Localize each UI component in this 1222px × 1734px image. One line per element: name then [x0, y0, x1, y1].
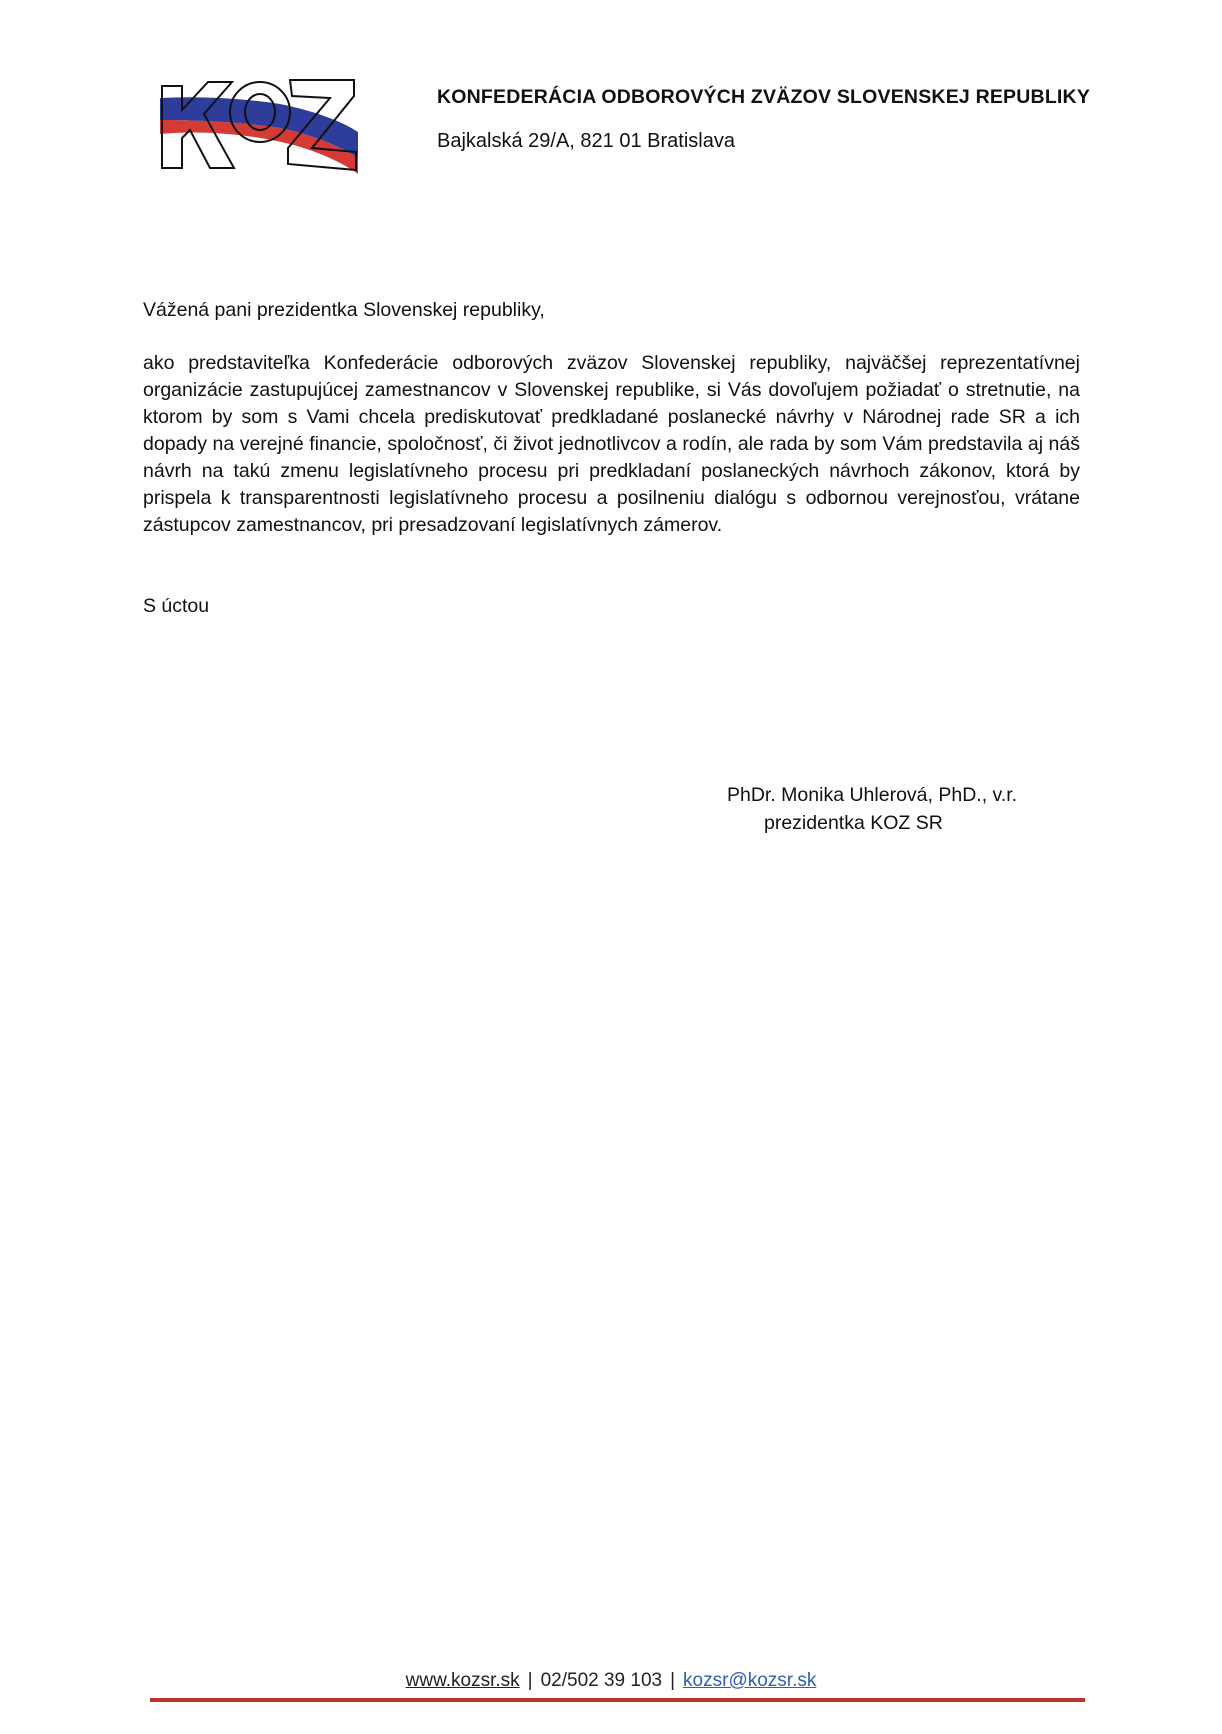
closing: S úctou [143, 595, 210, 617]
signatory-name: PhDr. Monika Uhlerová, PhD., v.r. [727, 784, 1018, 806]
koz-logo [160, 72, 360, 182]
salutation: Vážená pani prezidentka Slovenskej republiky, [143, 299, 545, 321]
footer-contact [0, 1670, 1222, 1692]
email-link[interactable]: kozsr@kozsr.sk [683, 1670, 817, 1691]
footer-divider [150, 1698, 1085, 1702]
website-link[interactable]: www.kozsr.sk [405, 1670, 520, 1691]
footer-separator: | [670, 1670, 676, 1691]
organization-address: Bajkalská 29/A, 821 01 Bratislava [437, 130, 735, 152]
organization-name: KONFEDERÁCIA ODBOROVÝCH ZVÄZOV SLOVENSKEJ REPUBLIKY [437, 86, 1091, 108]
signature-block [700, 781, 1100, 837]
footer-separator: | [527, 1670, 533, 1691]
signatory-title: prezidentka KOZ SR [764, 812, 943, 834]
phone-number: 02/502 39 103 [540, 1670, 663, 1691]
letter-body: ako predstaviteľka Konfederácie odborových zväzov Slovenskej republiky, najväčšej reprezentatívnej organizácie zastupujúcej zamestnancov v Slovenskej republike, si Vás dovoľujem požiadať o stretnutie, na ktorom by som s Vami chcela prediskutovať predkladané poslanecké návrhy v Národnej rade SR a ich dopady na verejné financie, spoločnosť, či život jednotlivcov a rodín, ale rada by som Vám predstavila aj náš návrh na takú zmenu legislatívneho procesu pri predkladaní poslaneckých návrhoch zákonov, ktorá by prispela k transparentnosti legislatívneho procesu a posilneniu dialógu s odbornou verejnosťou, vrátane zástupcov zamestnancov, pri presadzovaní legislatívnych zámerov. [143, 352, 1080, 536]
